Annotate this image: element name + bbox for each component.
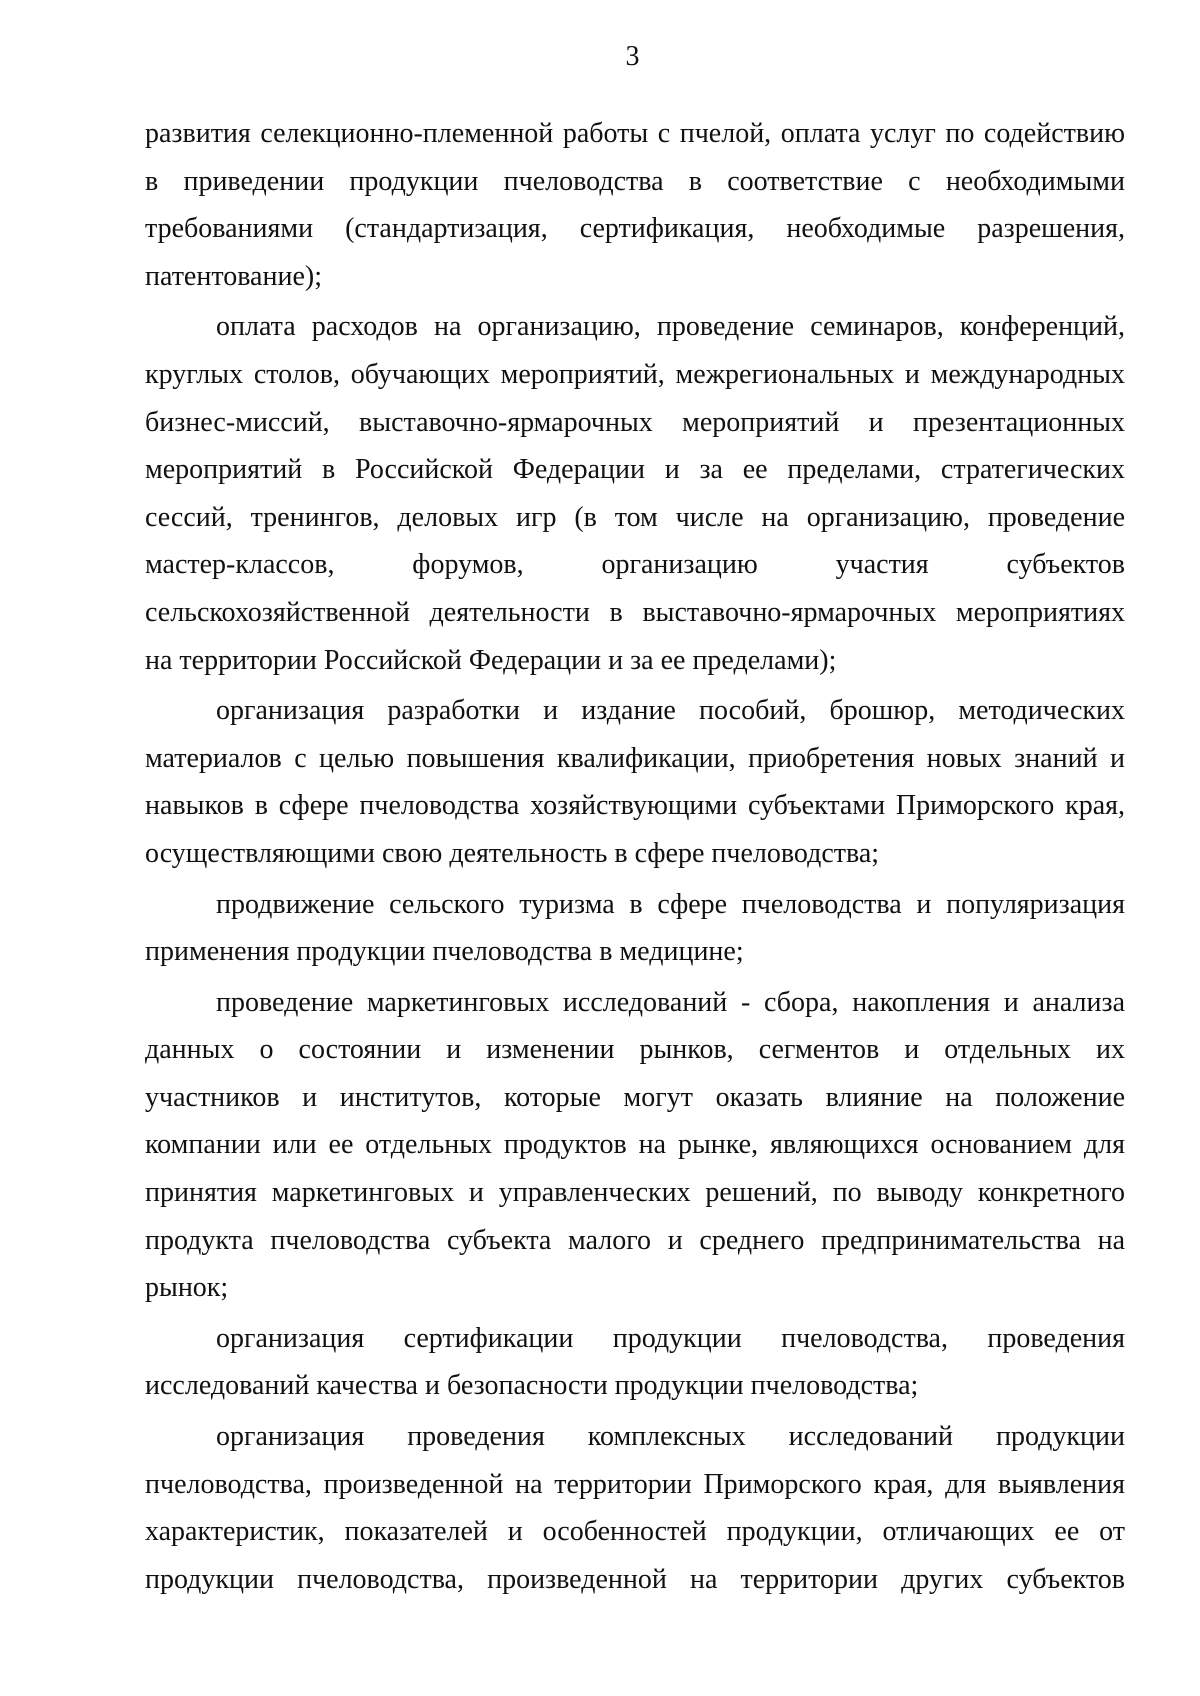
text-line: продукции пчеловодства, произведенной на территории других субъектов bbox=[145, 1563, 1125, 1595]
text-line: участников и институтов, которые могут оказать влияние на положение bbox=[145, 1081, 1125, 1113]
text-line: сессий, тренингов, деловых игр (в том числе на организацию, проведение bbox=[145, 501, 1125, 533]
text-line: исследований качества и безопасности продукции пчеловодства; bbox=[145, 1370, 919, 1402]
text-line: требованиями (стандартизация, сертификация, необходимые разрешения, bbox=[145, 213, 1125, 245]
text-line: данных о состоянии и изменении рынков, сегментов и отдельных их bbox=[145, 1034, 1125, 1066]
paragraph bbox=[145, 1315, 1125, 1410]
text-line: принятия маркетинговых и управленческих решений, по выводу конкретного bbox=[145, 1177, 1125, 1209]
paragraph bbox=[145, 881, 1125, 976]
text-line: на территории Российской Федерации и за ее пределами); bbox=[145, 644, 837, 676]
text-line: организация сертификации продукции пчеловодства, проведения bbox=[216, 1322, 1125, 1354]
page-number: 3 bbox=[625, 41, 640, 72]
paragraph bbox=[145, 303, 1125, 684]
text-line: материалов с целью повышения квалификации, приобретения новых знаний и bbox=[145, 742, 1125, 774]
text-line: характеристик, показателей и особенностей продукции, отличающих ее от bbox=[145, 1516, 1125, 1548]
text-line: сельскохозяйственной деятельности в выставочно-ярмарочных мероприятиях bbox=[145, 596, 1125, 628]
text-line: оплата расходов на организацию, проведение семинаров, конференций, bbox=[216, 311, 1125, 343]
text-line: в приведении продукции пчеловодства в соответствие с необходимыми bbox=[145, 165, 1125, 197]
paragraph bbox=[145, 110, 1125, 300]
document-body bbox=[145, 110, 1125, 1603]
text-line: проведение маркетинговых исследований - сбора, накопления и анализа bbox=[216, 986, 1125, 1018]
text-line: компании или ее отдельных продуктов на рынке, являющихся основанием для bbox=[145, 1129, 1125, 1161]
text-line: мастер-классов, форумов, организацию участия субъектов bbox=[145, 549, 1125, 581]
text-line: организация проведения комплексных исследований продукции bbox=[216, 1421, 1125, 1453]
text-line: круглых столов, обучающих мероприятий, межрегиональных и международных bbox=[145, 358, 1125, 390]
paragraph bbox=[145, 1413, 1125, 1603]
text-line: бизнес-миссий, выставочно-ярмарочных мероприятий и презентационных bbox=[145, 406, 1125, 438]
paragraph bbox=[145, 687, 1125, 877]
text-line: мероприятий в Российской Федерации и за ее пределами, стратегических bbox=[145, 454, 1125, 486]
text-line: патентование); bbox=[145, 260, 322, 292]
text-line: применения продукции пчеловодства в медицине; bbox=[145, 936, 744, 968]
text-line: организация разработки и издание пособий, брошюр, методических bbox=[216, 695, 1125, 727]
text-line: осуществляющими свою деятельность в сфере пчеловодства; bbox=[145, 837, 880, 869]
text-line: продукта пчеловодства субъекта малого и среднего предпринимательства на bbox=[145, 1224, 1125, 1256]
text-line: развития селекционно-племенной работы с пчелой, оплата услуг по содействию bbox=[145, 118, 1125, 149]
paragraph bbox=[145, 979, 1125, 1312]
text-line: продвижение сельского туризма в сфере пчеловодства и популяризация bbox=[216, 888, 1125, 920]
text-line: пчеловодства, произведенной на территории Приморского края, для выявления bbox=[145, 1468, 1125, 1500]
text-line: рынок; bbox=[145, 1272, 229, 1304]
text-line: навыков в сфере пчеловодства хозяйствующими субъектами Приморского края, bbox=[145, 790, 1125, 822]
